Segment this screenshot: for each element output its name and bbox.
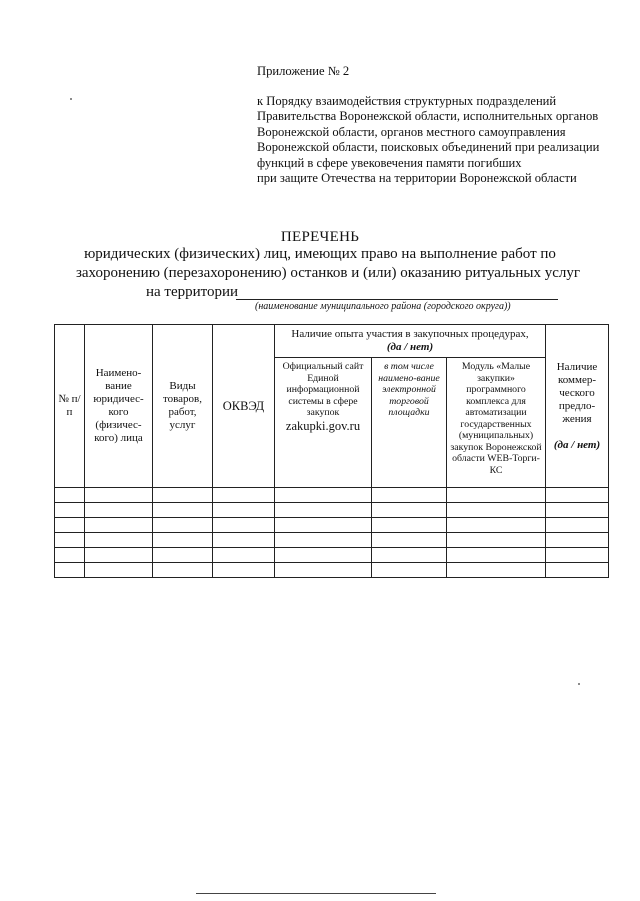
territory-fill-line[interactable]	[236, 299, 558, 300]
scan-edge-line	[196, 893, 436, 894]
header-number: № п/п	[55, 325, 85, 488]
table-row	[55, 548, 609, 563]
document-subtitle-line2: захоронению (перезахоронению) останков и (или) оказанию ритуальных услуг	[75, 265, 581, 281]
appendix-block	[257, 64, 599, 187]
procurement-group-label: Наличие опыта участия в закупочных процедурах,	[291, 328, 529, 340]
header-module: Модуль «Малые закупки» программного комплекса для автоматизации государственных (муниципальных) закупок Воронежской области WEB-Торги-КС	[447, 358, 546, 488]
appendix-line: Правительства Воронежской области, исполнительных органов	[257, 109, 599, 123]
scan-speck	[70, 98, 72, 100]
header-procurement-group	[275, 325, 546, 358]
appendix-line: Воронежской области, поисковых объединений при реализации	[257, 140, 600, 154]
table-row	[55, 533, 609, 548]
appendix-line: Воронежской области, органов местного самоуправления	[257, 124, 566, 139]
territory-hint: (наименование муниципального района (городского округа))	[255, 301, 511, 312]
appendix-line: функций в сфере увековечения памяти погибших	[257, 155, 522, 170]
offers-label: Наличие коммер-ческого предло-жения	[556, 360, 598, 425]
registry-table	[54, 324, 609, 578]
header-okved: ОКВЭД	[213, 325, 275, 488]
eis-url: zakupki.gov.ru	[285, 418, 361, 433]
registry-body	[55, 488, 609, 578]
header-eis	[275, 358, 372, 488]
table-row	[55, 518, 609, 533]
procurement-group-hint: (да / нет)	[386, 341, 434, 353]
scan-speck	[578, 683, 580, 685]
header-offers	[546, 325, 609, 488]
header-name: Наимено-вание юридичес-кого (физичес-кого) лица	[85, 325, 153, 488]
territory-label: на территории	[146, 284, 239, 300]
eis-label: Официальный сайт Единой информационной системы в сфере закупок	[282, 361, 364, 419]
appendix-line: при защите Отечества на территории Воронежской области	[257, 171, 577, 185]
appendix-title: Приложение № 2	[257, 64, 350, 78]
table-row	[55, 563, 609, 578]
appendix-line: к Порядку взаимодействия структурных подразделений	[257, 93, 557, 108]
table-row	[55, 503, 609, 518]
header-goods: Виды товаров, работ, услуг	[153, 325, 213, 488]
table-row	[55, 488, 609, 503]
document-title: ПЕРЕЧЕНЬ	[280, 229, 360, 245]
header-etp: в том числе наимено-вание электронной торговой площадки	[372, 358, 447, 488]
offers-hint: (да / нет)	[553, 438, 601, 451]
document-subtitle-line1: юридических (физических) лиц, имеющих право на выполнение работ по	[84, 246, 556, 262]
